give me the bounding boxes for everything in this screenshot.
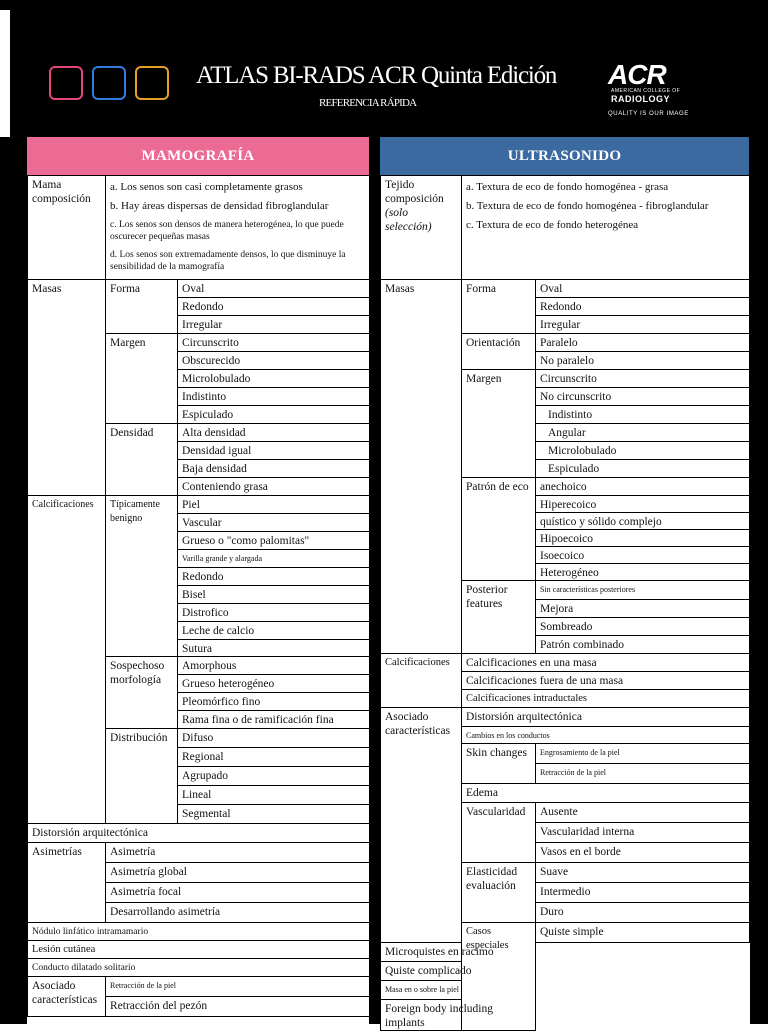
masses-group-label: Forma — [462, 280, 536, 334]
page-header — [10, 10, 768, 138]
descriptor: quístico y sólido complejo — [536, 513, 750, 530]
composition-option: a. Textura de eco de fondo homogénea - grasa — [466, 181, 669, 193]
descriptor: Baja densidad — [178, 460, 370, 478]
descriptor: Microlobulado — [178, 370, 370, 388]
calcifications-group-label: Sospechoso morfología — [106, 657, 178, 729]
descriptor: Calcificaciones fuera de una masa — [462, 672, 750, 690]
descriptor: Bisel — [178, 586, 370, 604]
descriptor: Paralelo — [536, 334, 750, 352]
table-row — [28, 176, 370, 280]
descriptor: Heterogéneo — [536, 564, 750, 581]
descriptor: Desarrollando asimetría — [106, 903, 370, 923]
composition-label: Mama composición — [28, 176, 106, 280]
descriptor: Irregular — [178, 316, 370, 334]
descriptor: Intermedio — [536, 883, 750, 903]
acr-logo-line2: RADIOLOGY — [611, 94, 671, 104]
special-cases-label: Casos especiales — [462, 923, 536, 1031]
masses-label: Masas — [28, 280, 106, 496]
descriptor: Conteniendo grasa — [178, 478, 370, 496]
descriptor: Oval — [178, 280, 370, 298]
descriptor: Pleomórfico fino — [178, 693, 370, 711]
composition-option: a. Los senos son casi completamente grasos — [110, 181, 303, 193]
descriptor: Segmental — [178, 805, 370, 824]
descriptor: Agrupado — [178, 767, 370, 786]
descriptor: Angular — [536, 424, 750, 442]
descriptor: Calcificaciones en una masa — [462, 654, 750, 672]
acr-tagline: QUALITY IS OUR IMAGE — [608, 111, 689, 117]
asymmetries-label: Asimetrías — [28, 843, 106, 923]
descriptor: Piel — [178, 496, 370, 514]
descriptor: Sin características posteriores — [536, 581, 750, 600]
associated-group-label: Elasticidad evaluación — [462, 863, 536, 923]
masses-group-label: Margen — [106, 334, 178, 424]
descriptor: Alta densidad — [178, 424, 370, 442]
masses-group-label: Orientación — [462, 334, 536, 370]
mammography-column — [27, 137, 369, 1017]
descriptor: Sombreado — [536, 618, 750, 636]
descriptor: Hiperecoico — [536, 496, 750, 513]
composition-option: b. Textura de eco de fondo homogénea - fibroglandular — [466, 200, 709, 212]
descriptor: Indistinto — [536, 406, 750, 424]
descriptor: Leche de calcio — [178, 622, 370, 640]
composition-option: b. Hay áreas dispersas de densidad fibroglandular — [110, 200, 329, 212]
duct-row: Conducto dilatado solitario — [28, 959, 370, 977]
descriptor: Engrosamiento de la piel — [536, 744, 750, 764]
descriptor: Circunscrito — [536, 370, 750, 388]
descriptor: Microquistes en racimo — [381, 943, 536, 962]
descriptor: Suave — [536, 863, 750, 883]
descriptor: Regional — [178, 748, 370, 767]
descriptor: Foreign body including implants — [381, 1000, 536, 1031]
descriptor: Ausente — [536, 803, 750, 823]
descriptor: Patrón combinado — [536, 636, 750, 654]
associated-label: Asociado características — [381, 708, 462, 943]
associated-label: Asociado características — [28, 977, 106, 1017]
acr-logo-mark: ACR — [608, 59, 666, 90]
composition-label — [381, 176, 462, 280]
composition-options — [462, 176, 750, 280]
distortion-row: Distorsión arquitectónica — [28, 824, 370, 843]
ultrasound-heading: ULTRASONIDO — [380, 137, 749, 175]
descriptor: Vasos en el borde — [536, 843, 750, 863]
descriptor: Cambios en los conductos — [462, 727, 750, 744]
mammography-icon — [49, 66, 83, 100]
calcifications-label: Calcificaciones — [28, 496, 106, 824]
left-border — [0, 137, 27, 1024]
ultrasound-table — [380, 175, 750, 1031]
descriptor: Vascularidad interna — [536, 823, 750, 843]
descriptor: Sutura — [178, 640, 370, 657]
descriptor: Quiste complicado — [381, 962, 536, 981]
skin-lesion-row: Lesión cutánea — [28, 941, 370, 959]
lymph-node-row: Nódulo linfático intramamario — [28, 923, 370, 941]
page-subtitle: REFERENCIA RÁPIDA — [319, 97, 417, 109]
descriptor: Difuso — [178, 729, 370, 748]
descriptor: Espiculado — [178, 406, 370, 424]
descriptor: Edema — [462, 784, 750, 803]
masses-label: Masas — [381, 280, 462, 654]
descriptor: Oval — [536, 280, 750, 298]
composition-option: d. Los senos son extremadamente densos, lo que disminuye la sensibilidad de la mamografía — [110, 250, 346, 272]
descriptor: Hipoecoico — [536, 530, 750, 547]
descriptor: Varilla grande y alargada — [178, 550, 370, 568]
descriptor: Quiste simple — [536, 923, 750, 943]
descriptor: Asimetría global — [106, 863, 370, 883]
composition-option: c. Textura de eco de fondo heterogénea — [466, 219, 639, 231]
descriptor: Microlobulado — [536, 442, 750, 460]
associated-group-label: Vascularidad — [462, 803, 536, 863]
descriptor: Duro — [536, 903, 750, 923]
descriptor: Densidad igual — [178, 442, 370, 460]
masses-group-label: Densidad — [106, 424, 178, 496]
composition-options — [106, 176, 370, 280]
descriptor: Mejora — [536, 600, 750, 618]
mri-icon — [135, 66, 169, 100]
masses-group-label: Posterior features — [462, 581, 536, 654]
descriptor: No circunscrito — [536, 388, 750, 406]
acr-logo-line1: AMERICAN COLLEGE OF — [611, 88, 681, 94]
descriptor: Distrofico — [178, 604, 370, 622]
descriptor: Irregular — [536, 316, 750, 334]
descriptor: Lineal — [178, 786, 370, 805]
masses-group-label: Patrón de eco — [462, 478, 536, 581]
descriptor: Asimetría focal — [106, 883, 370, 903]
descriptor: Retracción de la piel — [536, 764, 750, 784]
composition-label-text: Tejido composición — [385, 179, 444, 205]
table-row — [28, 280, 370, 298]
descriptor: Indistinto — [178, 388, 370, 406]
masses-group-label: Margen — [462, 370, 536, 478]
descriptor: No paralelo — [536, 352, 750, 370]
mammography-heading: MAMOGRAFÍA — [27, 137, 369, 175]
right-border — [749, 137, 768, 1024]
calcifications-label: Calcificaciones — [381, 654, 462, 708]
descriptor: Circunscrito — [178, 334, 370, 352]
page-title: ATLAS BI-RADS ACR Quinta Edición — [196, 62, 557, 89]
descriptor: Amorphous — [178, 657, 370, 675]
descriptor: Redondo — [536, 298, 750, 316]
top-border — [0, 0, 768, 10]
ultrasound-column — [380, 137, 749, 1031]
descriptor: Rama fina o de ramificación fina — [178, 711, 370, 729]
descriptor: Obscurecido — [178, 352, 370, 370]
calcifications-group-label: Típicamente benigno — [106, 496, 178, 657]
descriptor: Asimetría — [106, 843, 370, 863]
mammography-table — [27, 175, 370, 1017]
descriptor: Isoecoico — [536, 547, 750, 564]
ultrasound-icon — [92, 66, 126, 100]
composition-note: (solo selección) — [385, 207, 432, 233]
composition-option: c. Los senos son densos de manera heterogénea, lo que puede oscurecer pequeñas masas — [110, 220, 344, 242]
masses-group-label: Forma — [106, 280, 178, 334]
associated-group-label: Skin changes — [462, 744, 536, 784]
descriptor: Distorsión arquitectónica — [462, 708, 750, 727]
acr-logo — [608, 59, 698, 118]
descriptor: Masa en o sobre la piel — [381, 981, 536, 1000]
column-gutter — [369, 137, 380, 1024]
descriptor: Retracción del pezón — [106, 997, 370, 1017]
descriptor: Redondo — [178, 298, 370, 316]
descriptor: Redondo — [178, 568, 370, 586]
descriptor: Espiculado — [536, 460, 750, 478]
descriptor: Retracción de la piel — [106, 977, 370, 997]
descriptor: Vascular — [178, 514, 370, 532]
descriptor: Calcificaciones intraductales — [462, 690, 750, 708]
descriptor: anechoico — [536, 478, 750, 496]
calcifications-group-label: Distribución — [106, 729, 178, 824]
descriptor: Grueso heterogéneo — [178, 675, 370, 693]
descriptor: Grueso o "como palomitas" — [178, 532, 370, 550]
